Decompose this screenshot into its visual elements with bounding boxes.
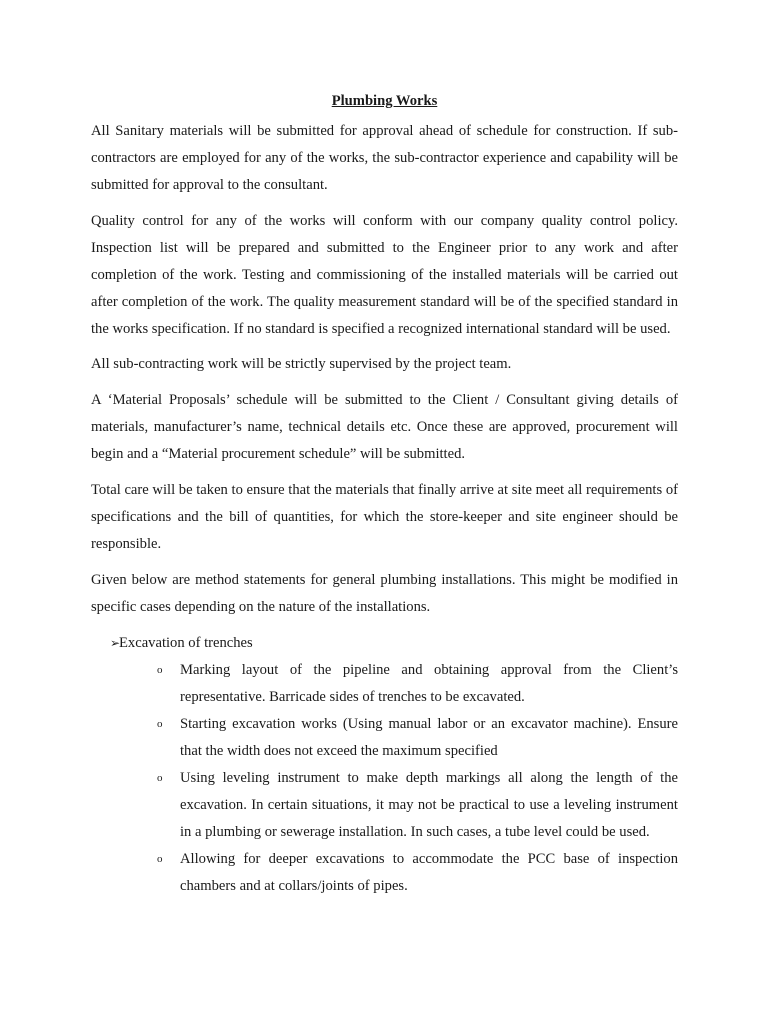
- sub-item-deeper-excavations: [91, 846, 678, 900]
- bullet-list: [91, 630, 678, 657]
- circle-bullet-icon: o: [157, 853, 163, 865]
- circle-bullet-icon: o: [157, 772, 163, 784]
- sub-item-text: Marking layout of the pipeline and obtaining approval from the Client’s representative. Barricade sides of trenches to be excavated.: [180, 662, 678, 705]
- arrow-bullet-icon: ➢: [110, 636, 121, 650]
- sub-item-text: Using leveling instrument to make depth markings all along the length of the excavation. In certain situations, it may not be practical to use a leveling instrument in a plumbing or sewerage installation. In such cases, a tube level could be used.: [180, 770, 678, 840]
- circle-bullet-icon: o: [157, 664, 163, 676]
- sub-item-starting-excavation: [91, 711, 678, 765]
- sub-list: [91, 657, 678, 900]
- sub-item-text: Allowing for deeper excavations to accommodate the PCC base of inspection chambers and at collars/joints of pipes.: [180, 851, 678, 894]
- bullet-label: Excavation of trenches: [119, 635, 253, 651]
- paragraph-quality-control: Quality control for any of the works will conform with our company quality control policy. Inspection list will be prepared and submitted to the Engineer prior to any work and after completion of the work. Testing and commissioning of the installed materials will be carried out after completion of the work. The quality measurement standard will be of the specified standard in the works specification. If no standard is specified a recognized international standard will be used.: [91, 213, 678, 337]
- sub-item-marking-layout: [91, 657, 678, 711]
- paragraph-sanitary-materials: All Sanitary materials will be submitted for approval ahead of schedule for construction. If sub-contractors are employed for any of the works, the sub-contractor experience and capability will be submitted for approval to the consultant.: [91, 123, 678, 193]
- sub-item-text: Starting excavation works (Using manual labor or an excavator machine). Ensure that the width does not exceed the maximum specified: [180, 716, 678, 759]
- paragraph-method-statements: Given below are method statements for general plumbing installations. This might be modified in specific cases depending on the nature of the installations.: [91, 572, 678, 615]
- page-title: Plumbing Works: [331, 93, 438, 109]
- document-page: [91, 88, 678, 900]
- paragraph-sub-contracting: All sub-contracting work will be strictly supervised by the project team.: [91, 356, 512, 372]
- paragraph-material-proposals: A ‘Material Proposals’ schedule will be submitted to the Client / Consultant giving details of materials, manufacturer’s name, technical details etc. Once these are approved, procurement will begin and a “Material procurement schedule” will be submitted.: [91, 392, 678, 462]
- circle-bullet-icon: o: [157, 718, 163, 730]
- paragraph-total-care: Total care will be taken to ensure that the materials that finally arrive at site meet all requirements of specifications and the bill of quantities, for which the store-keeper and site engineer should be responsible.: [91, 482, 678, 552]
- bullet-item-excavation: [91, 630, 678, 657]
- sub-item-leveling-instrument: [91, 765, 678, 846]
